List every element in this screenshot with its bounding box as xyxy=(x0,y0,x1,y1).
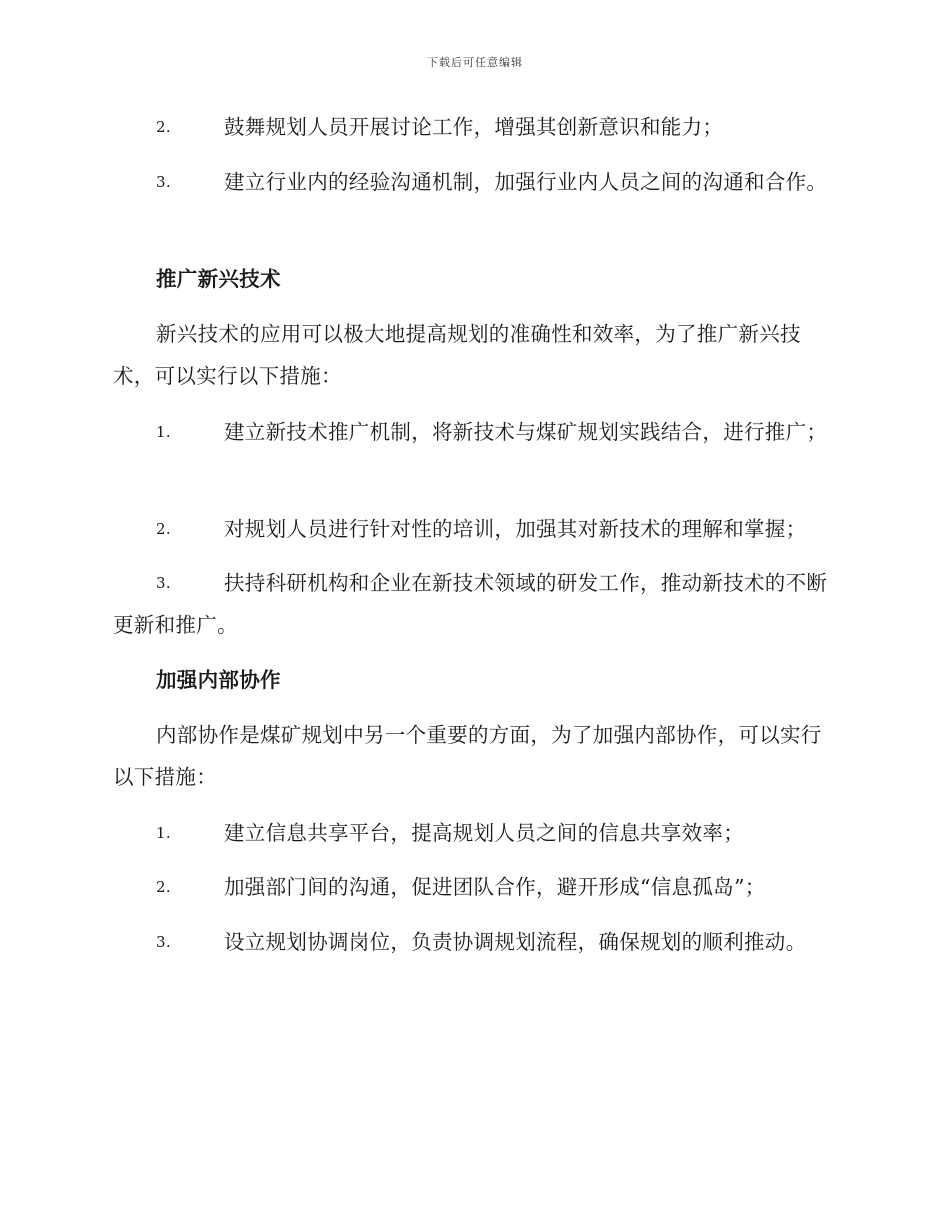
list-item xyxy=(113,866,833,908)
list-number: 3. xyxy=(156,933,171,951)
list-number: 1. xyxy=(156,824,171,842)
section-heading: 加强内部协作 xyxy=(156,668,281,692)
list-item xyxy=(113,411,833,453)
list-number: 1. xyxy=(156,423,171,441)
list-item xyxy=(113,921,833,963)
list-item xyxy=(113,161,833,203)
list-number: 2. xyxy=(156,118,171,136)
list-text: 建立行业内的经验沟通机制，加强行业内人员之间的沟通和合作。 xyxy=(224,170,828,194)
list-text: 建立新技术推广机制，将新技术与煤矿规划实践结合，进行推广； xyxy=(224,420,828,444)
paragraph: 新兴技术的应用可以极大地提高规划的准确性和效率，为了推广新兴技术，可以实行以下措施： xyxy=(113,322,801,388)
list-item xyxy=(113,562,833,646)
section-heading: 推广新兴技术 xyxy=(156,267,281,291)
list-number: 2. xyxy=(156,520,171,538)
list-text: 对规划人员进行针对性的培训，加强其对新技术的理解和掌握； xyxy=(224,517,807,541)
list-number: 3. xyxy=(156,173,171,191)
page-header: 下载后可任意编辑 xyxy=(427,56,523,69)
list-item xyxy=(113,508,833,550)
list-text: 建立信息共享平台，提高规划人员之间的信息共享效率； xyxy=(224,821,744,845)
list-item xyxy=(113,106,833,148)
list-text: 扶持科研机构和企业在新技术领域的研发工作，推动新技术的不断更新和推广。 xyxy=(113,571,828,637)
list-text: 鼓舞规划人员开展讨论工作，增强其创新意识和能力； xyxy=(224,115,724,139)
list-number: 2. xyxy=(156,878,171,896)
list-item xyxy=(113,812,833,854)
list-text: 设立规划协调岗位，负责协调规划流程，确保规划的顺利推动。 xyxy=(224,930,807,954)
list-text: 加强部门间的沟通，促进团队合作，避开形成“信息孤岛”； xyxy=(224,875,766,899)
list-number: 3. xyxy=(156,574,171,592)
paragraph: 内部协作是煤矿规划中另一个重要的方面，为了加强内部协作，可以实行以下措施： xyxy=(113,723,822,789)
